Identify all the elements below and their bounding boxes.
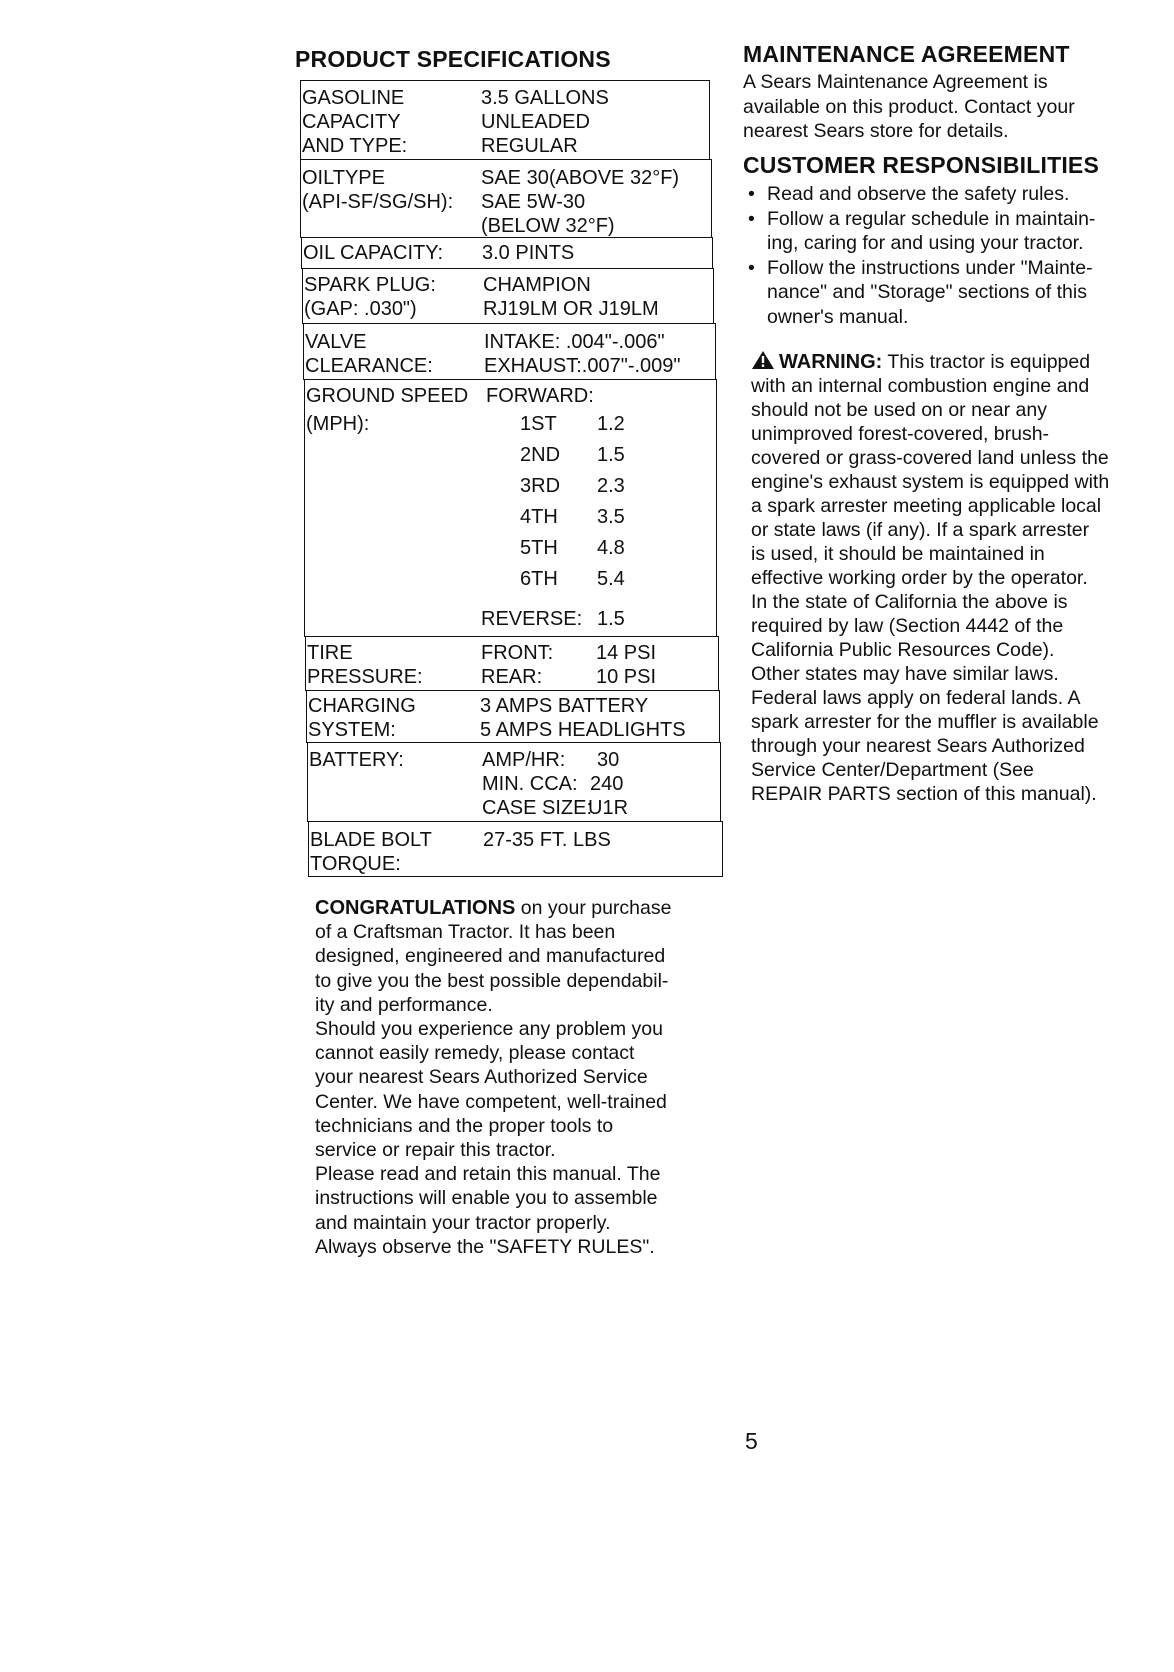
case-size-label: CASE SIZE: <box>482 797 593 819</box>
text-line <box>751 422 1171 446</box>
congratulations-paragraph <box>315 896 735 1259</box>
spec-valve-clearance <box>303 323 716 380</box>
text-line-content: is used, it should be maintained in <box>751 543 1045 565</box>
gear-mph: 1.5 <box>597 444 625 466</box>
spec-label: PRESSURE: <box>307 666 423 688</box>
spec-value: 3.5 GALLONS <box>481 87 609 109</box>
spec-battery <box>307 742 721 822</box>
gear-mph: 5.4 <box>597 568 625 590</box>
text-line-content: cannot easily remedy, please contact <box>315 1042 635 1065</box>
text-line-content: or state laws (if any). If a spark arrester <box>751 519 1090 541</box>
spec-label: BATTERY: <box>309 749 404 771</box>
text-line-content: with an internal combustion engine and <box>751 375 1090 397</box>
text-line <box>751 494 1171 518</box>
text-line-content: covered or grass-covered land unless the <box>751 447 1109 469</box>
text-line <box>751 542 1171 566</box>
text-line-content: engine's exhaust system is equipped with <box>751 471 1110 493</box>
spec-label: TORQUE: <box>310 853 401 875</box>
spec-oil-type <box>300 159 712 238</box>
text-line: Follow a regular schedule in maintain- <box>767 207 1096 230</box>
spec-label: (MPH): <box>306 413 370 435</box>
case-size-value: U1R <box>588 797 629 819</box>
spec-value: REGULAR <box>481 135 578 157</box>
rear-label: REAR: <box>481 666 543 688</box>
spec-value: SAE 30(ABOVE 32°F) <box>481 167 680 189</box>
text-line-content: In the state of California the above is <box>751 591 1068 613</box>
text-line <box>751 350 1171 374</box>
spec-label: CHARGING <box>308 695 416 717</box>
spec-value: 3.0 PINTS <box>482 242 575 264</box>
text-line-content: Please read and retain this manual. The <box>315 1163 661 1186</box>
text-line-content: unimproved forest-covered, brush- <box>751 423 1050 445</box>
customer-responsibilities-list <box>743 182 1163 329</box>
gear-mph: 4.8 <box>597 537 625 559</box>
spec-value: 27-35 FT. LBS <box>483 829 611 851</box>
text-line <box>315 1235 735 1259</box>
text-line-content: California Public Resources Code). <box>751 639 1055 661</box>
text-line-content: a spark arrester meeting applicable local <box>751 495 1102 517</box>
text-line <box>315 944 735 968</box>
text-line <box>751 710 1171 734</box>
spec-value: 5 AMPS HEADLIGHTS <box>480 719 686 741</box>
warning-triangle-icon <box>751 350 775 370</box>
text-line: nance" and "Storage" sections of this <box>767 281 1087 303</box>
spec-label: GROUND SPEED <box>306 385 469 407</box>
text-line-content: and maintain your tractor properly. <box>315 1211 611 1234</box>
text-line <box>315 1186 735 1210</box>
text-line <box>315 1114 735 1138</box>
reverse-mph: 1.5 <box>597 608 625 630</box>
text-line <box>315 920 735 944</box>
text-line-content: through your nearest Sears Authorized <box>751 735 1085 757</box>
spec-blade-bolt <box>308 821 723 877</box>
spec-value: 3 AMPS BATTERY <box>480 695 649 717</box>
text-line-content: your nearest Sears Authorized Service <box>315 1066 648 1089</box>
gear-label: 3RD <box>520 475 561 497</box>
text-line-content: service or repair this tractor. <box>315 1139 556 1162</box>
text-line: A Sears Maintenance Agreement is <box>743 71 1048 93</box>
amp-hr-label: AMP/HR: <box>482 749 566 771</box>
text-line: ing, caring for and using your tractor. <box>767 232 1084 254</box>
cca-value: 240 <box>590 773 624 795</box>
responsibility-item <box>743 207 1163 256</box>
page-number: 5 <box>745 1428 758 1454</box>
text-line: Read and observe the safety rules. <box>767 183 1070 205</box>
text-line-content: Center. We have competent, well-trained <box>315 1090 667 1113</box>
reverse-label: REVERSE: <box>481 608 583 630</box>
warning-title: WARNING: <box>779 351 883 373</box>
bullet-icon: • <box>748 256 755 279</box>
text-line-content: This tractor is equipped <box>882 351 1091 373</box>
text-line: Follow the instructions under "Mainte- <box>767 256 1093 279</box>
text-line <box>751 662 1171 686</box>
text-line <box>751 686 1171 710</box>
spec-label: GASOLINE <box>302 87 405 109</box>
spec-label: VALVE <box>305 331 367 353</box>
spec-label: BLADE BOLT <box>310 829 432 851</box>
gear-mph: 3.5 <box>597 506 625 528</box>
spec-ground-speed <box>304 379 717 637</box>
text-line <box>315 1138 735 1162</box>
gear-label: 5TH <box>520 537 558 559</box>
text-line <box>315 1162 735 1186</box>
amp-hr-value: 30 <box>597 749 620 771</box>
text-line-content: instructions will enable you to assemble <box>315 1187 658 1210</box>
customer-responsibilities-title: CUSTOMER RESPONSIBILITIES <box>743 152 1100 178</box>
spec-label: (API-SF/SG/SH): <box>302 191 454 213</box>
text-line-content: designed, engineered and manufactured <box>315 945 666 968</box>
text-line <box>315 896 735 920</box>
maintenance-agreement-text <box>743 70 1163 144</box>
congratulations-lead: CONGRATULATIONS <box>315 897 516 919</box>
cca-label: MIN. CCA: <box>482 773 578 795</box>
text-line <box>751 566 1171 590</box>
responsibility-item <box>743 256 1163 330</box>
text-line: owner's manual. <box>767 305 909 328</box>
spec-tire-pressure <box>305 636 719 691</box>
spec-label: OILTYPE <box>302 167 385 189</box>
warning-paragraph <box>751 350 1171 806</box>
text-line-content: Service Center/Department (See <box>751 759 1034 781</box>
spec-label: TIRE <box>307 642 353 664</box>
spec-label: CLEARANCE: <box>305 355 433 377</box>
text-line <box>315 1065 735 1089</box>
forward-label: FORWARD: <box>486 385 594 407</box>
spec-label: CAPACITY <box>302 111 401 133</box>
text-line-content: of a Craftsman Tractor. It has been <box>315 921 616 944</box>
gear-mph: 1.2 <box>597 413 625 435</box>
text-line-content: technicians and the proper tools to <box>315 1114 614 1137</box>
text-line <box>751 734 1171 758</box>
spec-label: OIL CAPACITY: <box>303 242 444 264</box>
gear-label: 2ND <box>520 444 561 466</box>
spec-value: RJ19LM OR J19LM <box>483 298 659 320</box>
responsibility-item <box>743 182 1163 207</box>
text-line-content: effective working order by the operator. <box>751 567 1088 589</box>
text-line <box>315 1017 735 1041</box>
front-label: FRONT: <box>481 642 554 664</box>
spec-label: AND TYPE: <box>302 135 408 157</box>
text-line <box>315 1090 735 1114</box>
text-line-content: spark arrester for the muffler is available <box>751 711 1099 733</box>
front-psi: 14 PSI <box>596 642 657 664</box>
text-line <box>751 758 1171 782</box>
bullet-icon: • <box>748 183 755 205</box>
rear-psi: 10 PSI <box>596 666 657 688</box>
text-line <box>751 590 1171 614</box>
spec-value: SAE 5W-30 <box>481 191 586 213</box>
text-line: nearest Sears store for details. <box>743 120 1009 142</box>
text-line-content: to give you the best possible dependabil- <box>315 969 669 992</box>
product-specifications-title: PRODUCT SPECIFICATIONS <box>295 46 611 72</box>
text-line <box>751 782 1171 806</box>
text-line-content: REPAIR PARTS section of this manual). <box>751 783 1097 805</box>
text-line-content: Federal laws apply on federal lands. A <box>751 687 1081 709</box>
text-line-content: Should you experience any problem you <box>315 1018 663 1041</box>
spec-value: (BELOW 32°F) <box>481 215 615 237</box>
text-line <box>315 1041 735 1065</box>
text-line-content: Other states may have similar laws. <box>751 663 1059 685</box>
text-line-content: on your purchase <box>515 897 672 919</box>
text-line-content: Always observe the "SAFETY RULES". <box>315 1235 655 1258</box>
text-line <box>751 470 1171 494</box>
spec-value: UNLEADED <box>481 111 590 133</box>
gear-label: 4TH <box>520 506 558 528</box>
text-line <box>751 614 1171 638</box>
spec-gasoline <box>300 80 710 160</box>
spec-label: SPARK PLUG: <box>304 274 436 296</box>
text-line <box>751 398 1171 422</box>
spec-spark-plug <box>302 268 714 324</box>
text-line: available on this product. Contact your <box>743 95 1075 118</box>
spec-label: (GAP: .030") <box>304 298 417 320</box>
spec-oil-capacity <box>301 237 713 269</box>
text-line <box>751 446 1171 470</box>
spec-value: INTAKE: .004"-.006" <box>484 331 665 353</box>
text-line-content: required by law (Section 4442 of the <box>751 615 1064 637</box>
text-line-content: should not be used on or near any <box>751 399 1047 421</box>
spec-label: SYSTEM: <box>308 719 396 741</box>
spec-charging-system <box>306 690 720 743</box>
gear-mph: 2.3 <box>597 475 625 497</box>
text-line <box>751 638 1171 662</box>
text-line-content: ity and performance. <box>315 993 493 1016</box>
text-line <box>751 518 1171 542</box>
spec-value: EXHAUST:.007"-.009" <box>484 355 681 377</box>
text-line <box>315 1211 735 1235</box>
bullet-icon: • <box>748 207 755 230</box>
maintenance-agreement-title: MAINTENANCE AGREEMENT <box>743 41 1070 67</box>
spec-value: CHAMPION <box>483 274 591 296</box>
gear-label: 6TH <box>520 568 558 590</box>
text-line <box>315 969 735 993</box>
text-line <box>751 374 1171 398</box>
text-line <box>315 993 735 1017</box>
gear-label: 1ST <box>520 413 557 435</box>
